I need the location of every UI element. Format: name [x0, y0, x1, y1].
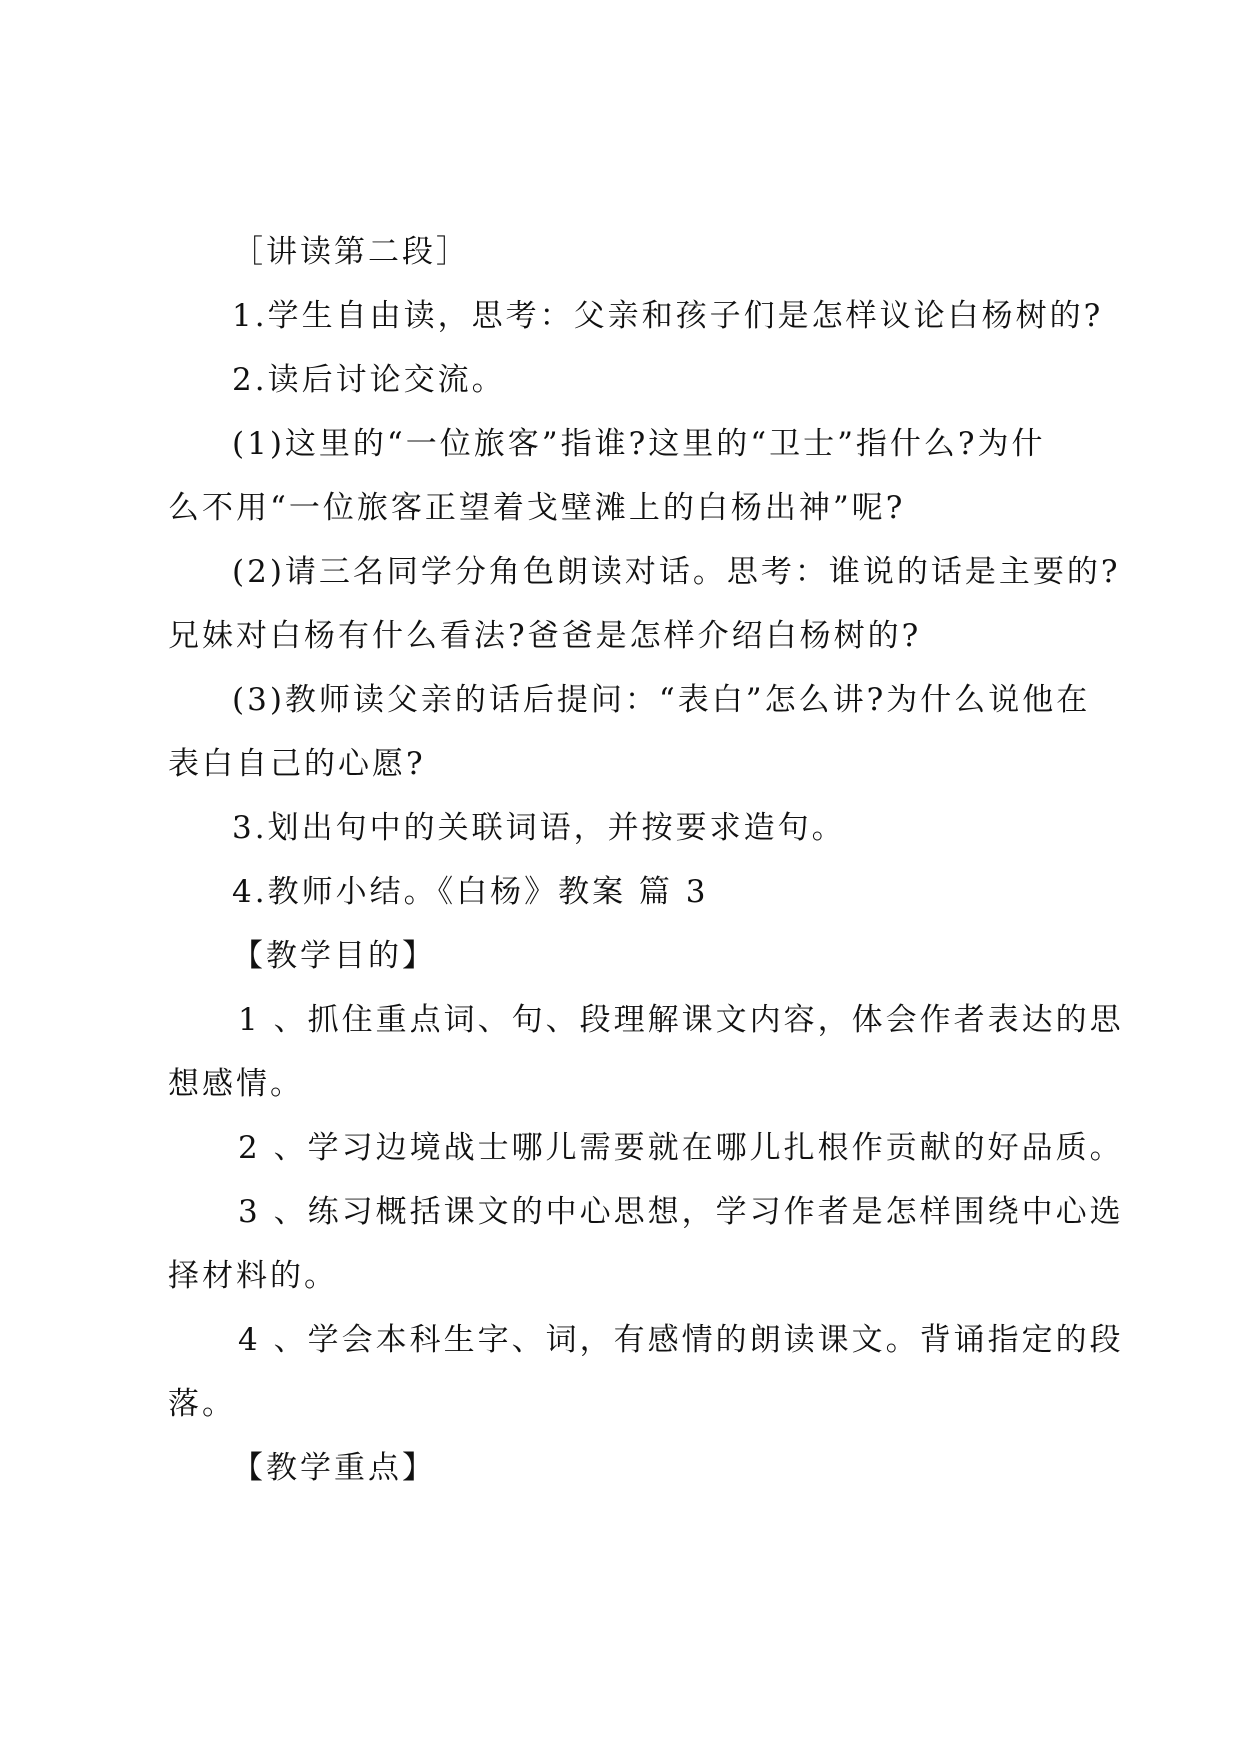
paragraph-line: 2 、学习边境战士哪儿需要就在哪儿扎根作贡献的好品质。: [238, 1130, 1124, 1166]
paragraph-line: (3)教师读父亲的话后提问：“表白”怎么讲?为什么说他在: [232, 682, 1091, 718]
paragraph-line: (1)这里的“一位旅客”指谁?这里的“卫士”指什么?为什: [232, 426, 1046, 462]
paragraph-line: 1 、抓住重点词、句、段理解课文内容，体会作者表达的思: [238, 1002, 1124, 1038]
paragraph-line: 择材料的。: [168, 1258, 338, 1294]
section-heading: 【教学重点】: [232, 1450, 436, 1486]
section-heading: 【教学目的】: [232, 938, 436, 974]
section-heading: ［讲读第二段］: [232, 234, 470, 270]
paragraph-line: 2.读后讨论交流。: [232, 362, 506, 398]
paragraph-line: 落。: [168, 1386, 236, 1422]
paragraph-line: 兄妹对白杨有什么看法?爸爸是怎样介绍白杨树的?: [168, 618, 922, 654]
paragraph-line: 4.教师小结。《白杨》教案 篇 3: [232, 874, 709, 910]
paragraph-line: 1.学生自由读，思考：父亲和孩子们是怎样议论白杨树的?: [232, 298, 1104, 334]
paragraph-line: 4 、学会本科生字、词，有感情的朗读课文。背诵指定的段: [238, 1322, 1124, 1358]
paragraph-line: 3.划出句中的关联词语，并按要求造句。: [232, 810, 846, 846]
paragraph-line: 么不用“一位旅客正望着戈壁滩上的白杨出神”呢?: [168, 490, 906, 526]
paragraph-line: 3 、练习概括课文的中心思想，学习作者是怎样围绕中心选: [238, 1194, 1124, 1230]
paragraph-line: 想感情。: [168, 1066, 304, 1102]
paragraph-line: (2)请三名同学分角色朗读对话。思考：谁说的话是主要的?: [232, 554, 1121, 590]
paragraph-line: 表白自己的心愿?: [168, 746, 426, 782]
